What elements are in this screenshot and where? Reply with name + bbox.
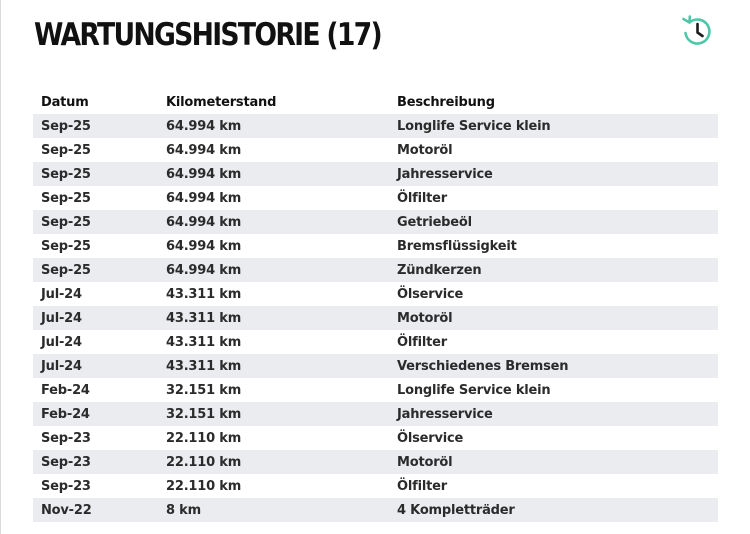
cell-mileage: 64.994 km [166,238,242,254]
header-description: Beschreibung [397,94,495,110]
cell-date: Sep-25 [41,190,91,206]
cell-mileage: 43.311 km [166,358,242,374]
table-row [33,498,718,522]
header-mileage: Kilometerstand [166,94,277,110]
table-row [33,282,718,306]
cell-mileage: 8 km [166,502,201,518]
cell-mileage: 22.110 km [166,454,242,470]
table-row [33,234,718,258]
table-row [33,402,718,426]
cell-mileage: 64.994 km [166,166,242,182]
cell-date: Jul-24 [41,358,82,374]
cell-description: Motoröl [397,454,453,470]
history-icon[interactable] [680,14,714,48]
cell-description: Ölservice [397,430,464,446]
table-row [33,114,718,138]
cell-mileage: 22.110 km [166,430,242,446]
cell-date: Sep-23 [41,430,91,446]
cell-description: Ölservice [397,286,464,302]
cell-date: Feb-24 [41,406,90,422]
table-row [33,474,718,498]
cell-date: Jul-24 [41,286,82,302]
cell-mileage: 22.110 km [166,478,242,494]
cell-description: Ölfilter [397,478,447,494]
cell-description: Zündkerzen [397,262,482,278]
cell-description: Longlife Service klein [397,382,551,398]
maintenance-history-table [33,90,718,522]
table-row [33,186,718,210]
table-row [33,138,718,162]
cell-mileage: 64.994 km [166,190,242,206]
cell-mileage: 64.994 km [166,142,242,158]
table-row [33,258,718,282]
cell-mileage: 64.994 km [166,118,242,134]
table-row [33,210,718,234]
cell-date: Sep-25 [41,166,91,182]
cell-date: Sep-25 [41,118,91,134]
cell-description: Verschiedenes Bremsen [397,358,569,374]
cell-description: Motoröl [397,310,453,326]
cell-mileage: 43.311 km [166,286,242,302]
cell-date: Sep-25 [41,214,91,230]
cell-date: Sep-25 [41,262,91,278]
table-row [33,354,718,378]
page-title: WARTUNGSHISTORIE (17) [34,17,381,53]
cell-date: Sep-23 [41,478,91,494]
cell-date: Sep-25 [41,238,91,254]
cell-mileage: 64.994 km [166,214,242,230]
table-row [33,450,718,474]
cell-description: Ölfilter [397,190,447,206]
cell-description: Jahresservice [397,166,493,182]
cell-mileage: 32.151 km [166,382,242,398]
cell-description: Jahresservice [397,406,493,422]
cell-mileage: 43.311 km [166,310,242,326]
cell-description: Longlife Service klein [397,118,551,134]
cell-description: 4 Kompletträder [397,502,515,518]
table-row [33,330,718,354]
table-header-row [33,90,718,114]
cell-description: Motoröl [397,142,453,158]
cell-description: Bremsflüssigkeit [397,238,517,254]
header-date: Datum [41,94,89,110]
cell-description: Ölfilter [397,334,447,350]
table-row [33,162,718,186]
table-body [33,114,718,522]
cell-date: Feb-24 [41,382,90,398]
table-row [33,306,718,330]
cell-date: Jul-24 [41,334,82,350]
cell-date: Sep-25 [41,142,91,158]
cell-date: Sep-23 [41,454,91,470]
cell-mileage: 43.311 km [166,334,242,350]
cell-description: Getriebeöl [397,214,472,230]
table-row [33,426,718,450]
cell-mileage: 32.151 km [166,406,242,422]
table-row [33,378,718,402]
cell-date: Jul-24 [41,310,82,326]
cell-mileage: 64.994 km [166,262,242,278]
cell-date: Nov-22 [41,502,92,518]
